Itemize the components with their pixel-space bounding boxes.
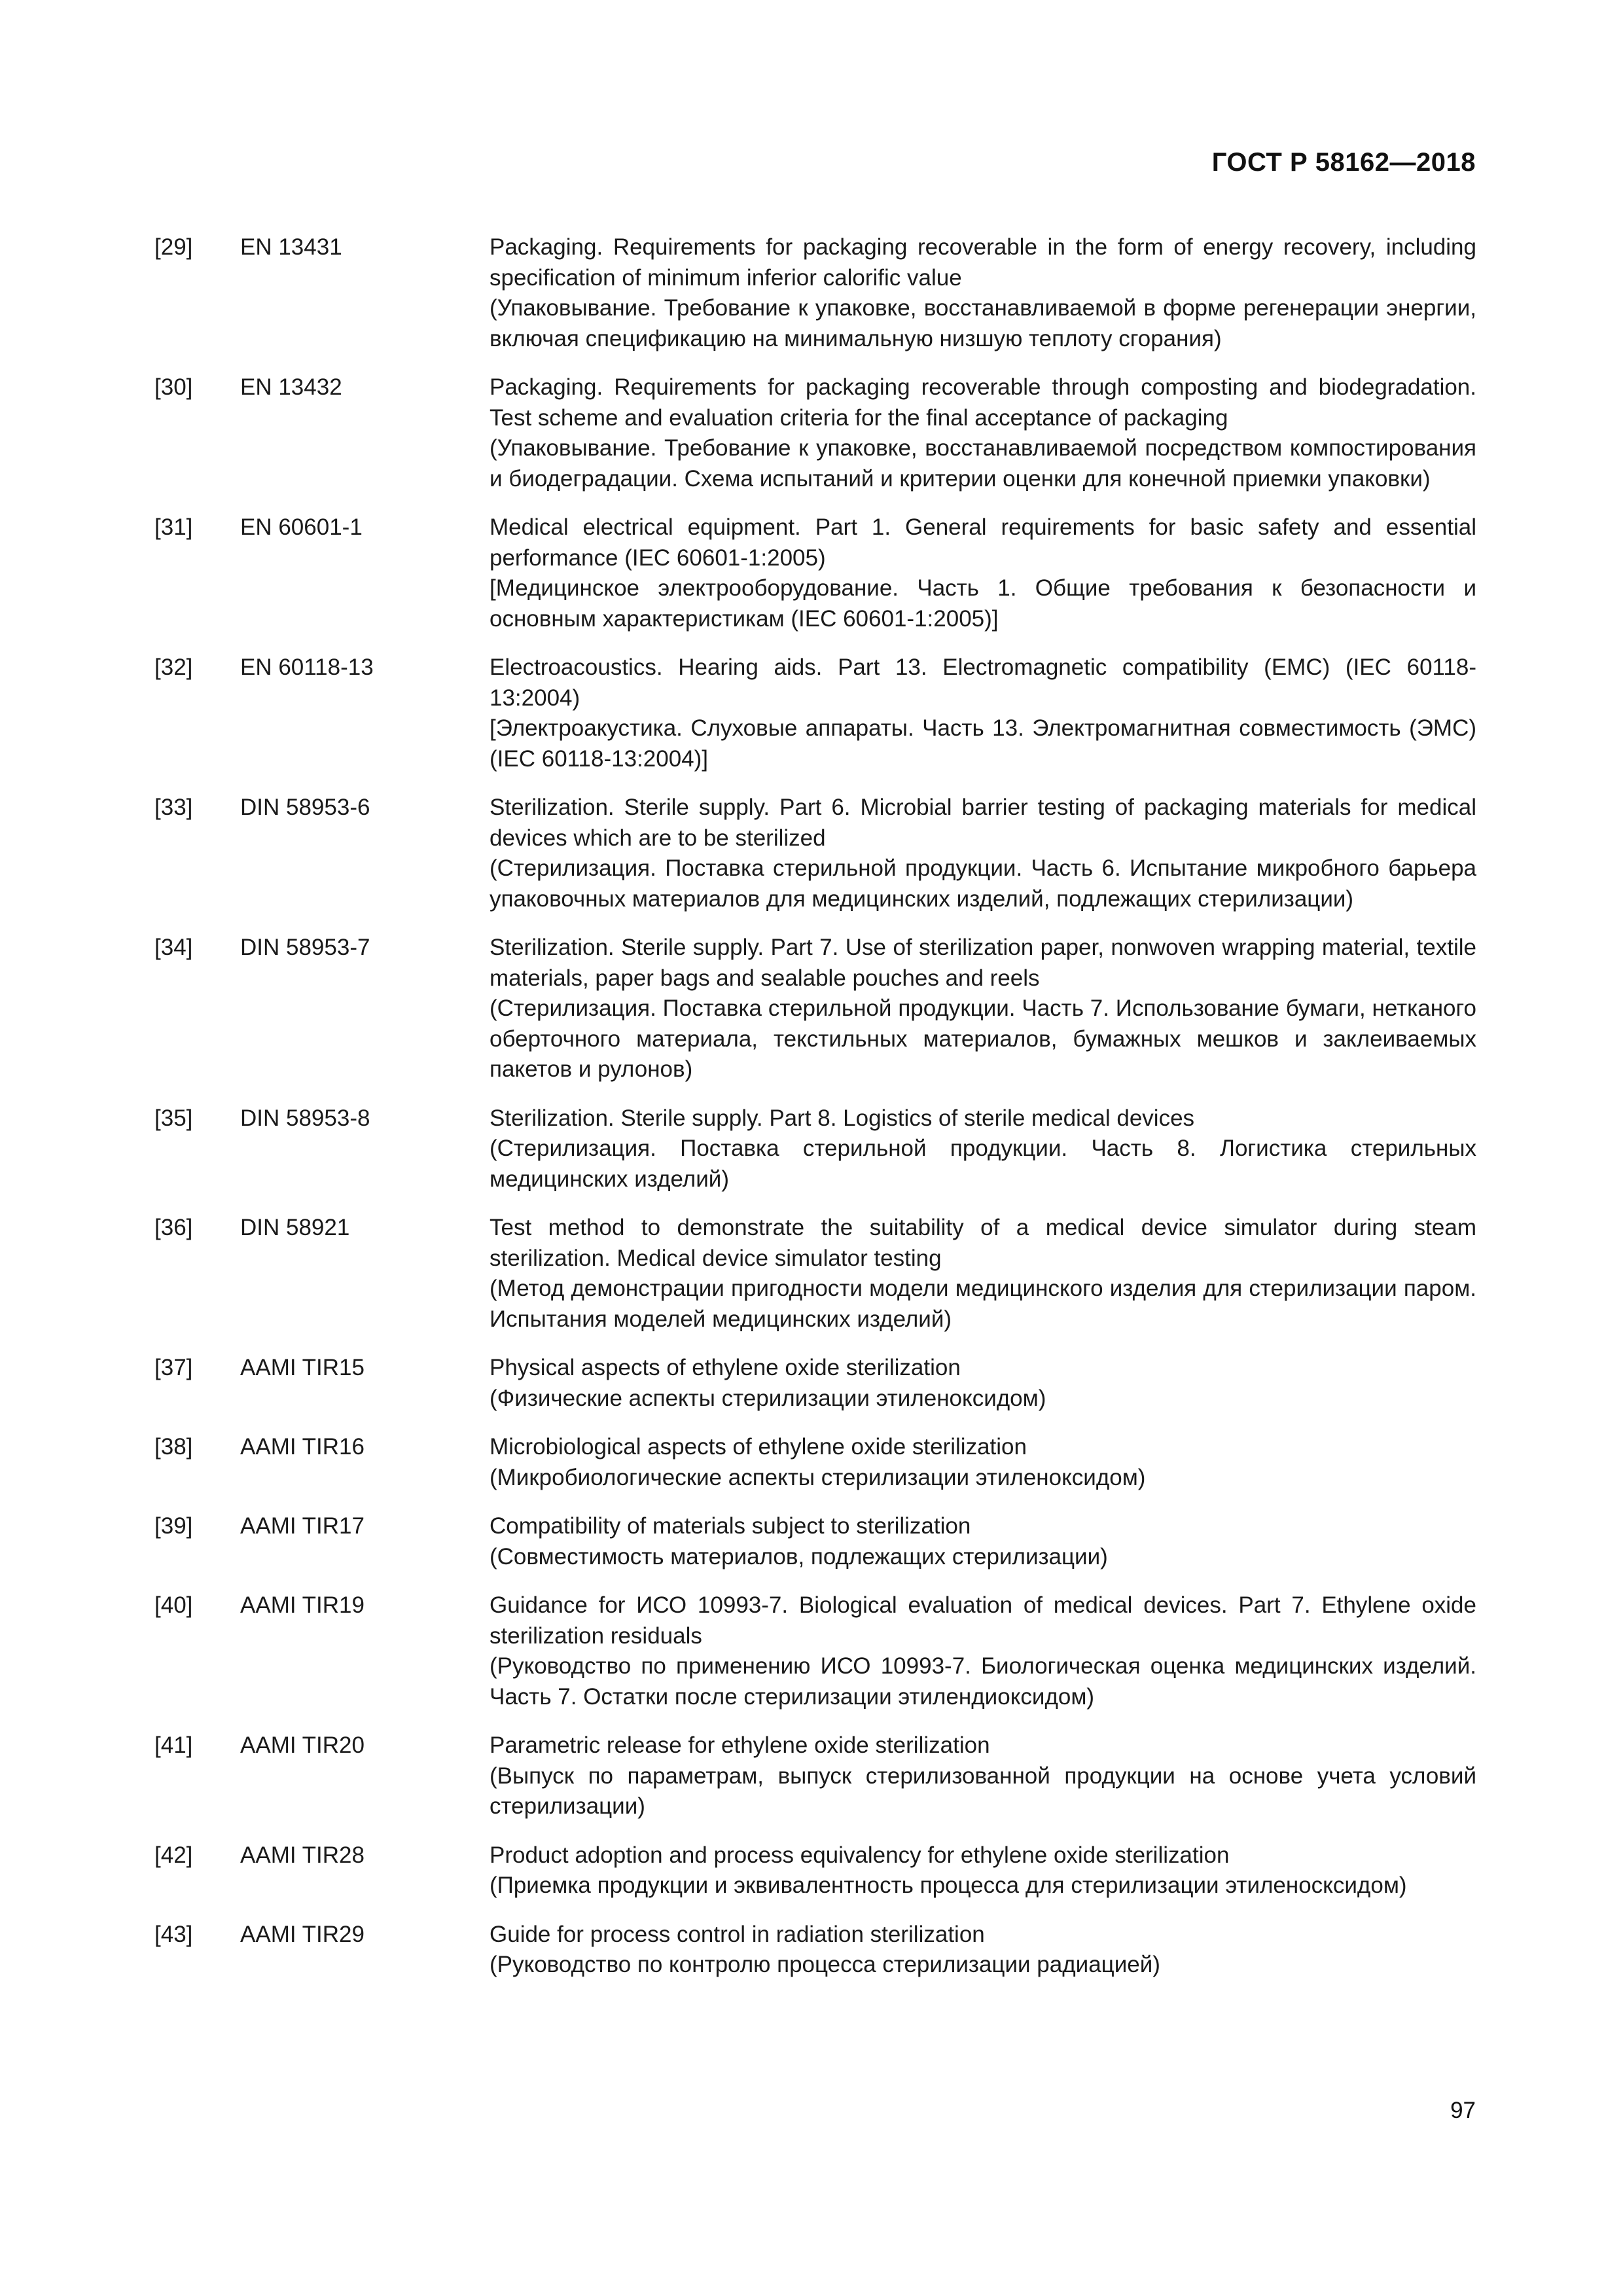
reference-description [490,1731,1476,1822]
reference-title-en: Microbiological aspects of ethylene oxide sterilization [490,1434,1027,1460]
reference-description [490,1590,1476,1712]
reference-code: AAMI TIR19 [240,1592,365,1618]
reference-code: DIN 58953-7 [240,935,370,960]
reference-title-en: Sterilization. Sterile supply. Part 8. Logistics of sterile medical devices [490,1105,1195,1131]
reference-description [490,372,1476,494]
reference-number: [31] [154,514,193,540]
reference-number: [40] [154,1592,193,1618]
reference-number: [37] [154,1355,193,1380]
reference-description [490,1840,1476,1901]
reference-code: EN 60118-13 [240,655,374,680]
reference-title-ru: (Стерилизация. Поставка стерильной продукции. Часть 7. Использование бумаги, нетканого оберточного материала, текстильных материалов, бумажных мешков и заклеиваемых пакетов и рулонов) [490,996,1476,1082]
reference-description [490,1353,1476,1414]
reference-code: EN 60601-1 [240,514,363,540]
reference-code: DIN 58953-6 [240,795,370,820]
reference-title-ru: (Стерилизация. Поставка стерильной продукции. Часть 6. Испытание микробного барьера упаковочных материалов для медицинских изделий, подлежащих стерилизации) [490,855,1476,912]
reference-title-ru: (Метод демонстрации пригодности модели медицинского изделия для стерилизации паром. Испытания моделей медицинских изделий) [490,1276,1476,1332]
reference-title-ru: (Руководство по контролю процесса стерилизации радиацией) [490,1952,1160,1977]
reference-description [490,933,1476,1085]
reference-title-en: Packaging. Requirements for packaging recoverable through composting and biodegradation. Test scheme and evaluation criteria for the final acceptance of packaging [490,374,1476,431]
reference-code: DIN 58921 [240,1215,350,1240]
reference-title-en: Guidance for ИСО 10993-7. Biological evaluation of medical devices. Part 7. Ethylene oxide sterilization residuals [490,1592,1476,1649]
reference-code: AAMI TIR29 [240,1921,365,1947]
reference-code: DIN 58953-8 [240,1105,370,1131]
reference-code: AAMI TIR17 [240,1513,365,1539]
reference-entry [154,653,1476,774]
reference-title-en: Test method to demonstrate the suitability of a medical device simulator during steam sterilization. Medical device simulator testing [490,1215,1476,1271]
reference-description [490,793,1476,914]
reference-description [490,232,1476,354]
reference-title-en: Compatibility of materials subject to sterilization [490,1513,971,1539]
reference-title-ru: (Приемка продукции и эквивалентность процесса для стерилизации этиленосксидом) [490,1873,1407,1898]
reference-number: [36] [154,1215,193,1240]
reference-title-ru: (Стерилизация. Поставка стерильной продукции. Часть 8. Логистика стерильных медицинских изделий) [490,1136,1476,1192]
reference-entry [154,793,1476,914]
reference-code: EN 13432 [240,374,342,400]
reference-title-ru: (Выпуск по параметрам, выпуск стерилизованной продукции на основе учета условий стерилизации) [490,1763,1476,1819]
reference-entry [154,372,1476,494]
reference-title-en: Sterilization. Sterile supply. Part 7. Use of sterilization paper, nonwoven wrapping material, textile materials, paper bags and sealable pouches and reels [490,935,1476,991]
reference-number: [30] [154,374,193,400]
reference-description [490,512,1476,634]
reference-code: AAMI TIR16 [240,1434,365,1460]
reference-number: [32] [154,655,193,680]
reference-title-ru: (Совместимость материалов, подлежащих стерилизации) [490,1543,1108,1570]
reference-title-en: Physical aspects of ethylene oxide sterilization [490,1355,961,1380]
reference-entry [154,1511,1476,1572]
reference-code: AAMI TIR20 [240,1732,365,1758]
reference-title-en: Guide for process control in radiation sterilization [490,1921,985,1947]
reference-number: [34] [154,935,193,960]
reference-entry [154,1731,1476,1822]
reference-entry [154,1590,1476,1712]
reference-entry [154,512,1476,634]
reference-entry [154,1920,1476,1981]
reference-description [490,653,1476,774]
reference-description [490,1920,1476,1981]
reference-title-ru: (Руководство по применению ИСО 10993-7. Биологическая оценка медицинских изделий. Часть 7. Остатки после стерилизации этилендиоксидом) [490,1653,1476,1710]
reference-description [490,1103,1476,1195]
reference-description [490,1432,1476,1493]
page-number: 97 [1450,2098,1476,2123]
document-code-header: ГОСТ Р 58162—2018 [1211,148,1476,177]
bibliography-list [154,232,1476,1999]
reference-title-en: Product adoption and process equivalency for ethylene oxide sterilization [490,1842,1230,1868]
reference-entry [154,1103,1476,1195]
reference-entry [154,1432,1476,1493]
reference-title-en: Parametric release for ethylene oxide sterilization [490,1732,990,1758]
reference-code: AAMI TIR15 [240,1355,365,1380]
reference-number: [35] [154,1105,193,1131]
reference-title-en: Electroacoustics. Hearing aids. Part 13. Electromagnetic compatibility (EMC) (IEC 60118-13:2004) [490,655,1476,711]
reference-title-en: Medical electrical equipment. Part 1. General requirements for basic safety and essential performance (IEC 60601-1:2005) [490,514,1476,571]
reference-code: AAMI TIR28 [240,1842,365,1868]
reference-title-ru: (Упаковывание. Требование к упаковке, восстанавливаемой в форме регенерации энергии, включая спецификацию на минимальную низшую теплоту сгорания) [490,295,1476,351]
reference-title-ru: [Электроакустика. Слуховые аппараты. Часть 13. Электромагнитная совместимость (ЭМС) (IEC 60118-13:2004)] [490,715,1476,772]
reference-title-ru: (Физические аспекты стерилизации этиленоксидом) [490,1385,1046,1411]
reference-entry [154,1213,1476,1335]
reference-code: EN 13431 [240,234,342,260]
reference-entry [154,232,1476,354]
reference-title-ru: (Микробиологические аспекты стерилизации этиленоксидом) [490,1464,1146,1490]
reference-description [490,1511,1476,1572]
reference-number: [41] [154,1732,193,1758]
reference-number: [29] [154,234,193,260]
reference-title-en: Sterilization. Sterile supply. Part 6. Microbial barrier testing of packaging materials for medical devices which are to be sterilized [490,795,1476,851]
reference-number: [42] [154,1842,193,1868]
reference-entry [154,1353,1476,1414]
reference-number: [33] [154,795,193,820]
reference-title-ru: [Медицинское электрооборудование. Часть 1. Общие требования к безопасности и основным характеристикам (IEC 60601-1:2005)] [490,575,1476,632]
reference-number: [39] [154,1513,193,1539]
reference-number: [38] [154,1434,193,1460]
reference-entry [154,933,1476,1085]
reference-description [490,1213,1476,1335]
reference-title-en: Packaging. Requirements for packaging recoverable in the form of energy recovery, including specification of minimum inferior calorific value [490,234,1476,291]
reference-entry [154,1840,1476,1901]
reference-number: [43] [154,1921,193,1947]
reference-title-ru: (Упаковывание. Требование к упаковке, восстанавливаемой посредством компостирования и биодеградации. Схема испытаний и критерии оценки для конечной приемки упаковки) [490,435,1476,492]
